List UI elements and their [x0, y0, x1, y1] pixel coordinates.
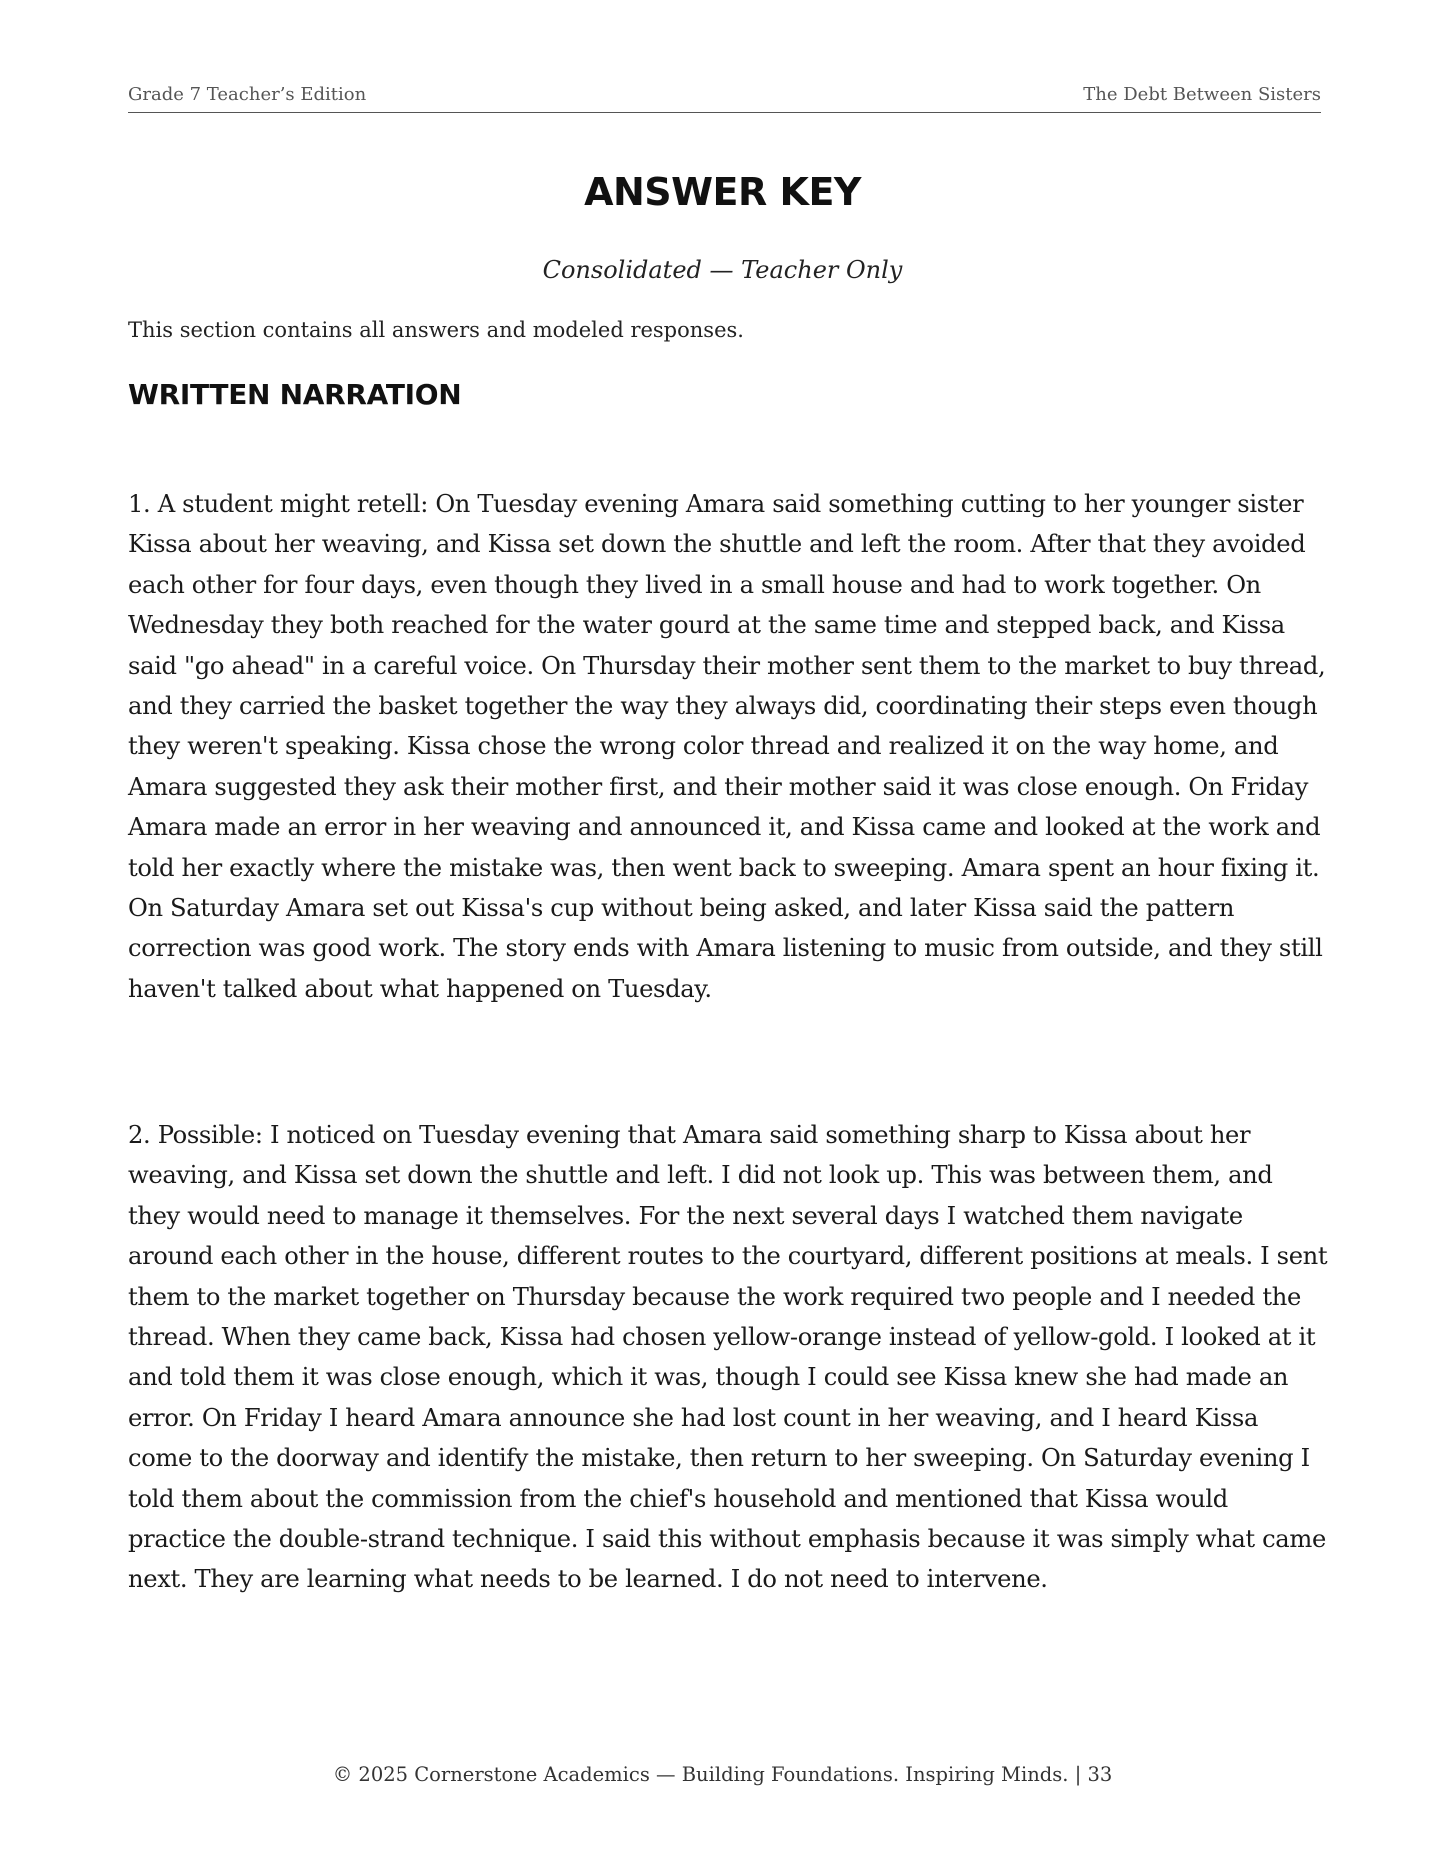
running-header [128, 84, 1321, 113]
answer-1: 1. A student might retell: On Tuesday evening Amara said something cutting to her younger sister Kissa about her weaving, and Kissa set down the shuttle and left the room. After that they avoided each other for four days, even though they lived in a small house and had to work together. On Wednesday they both reached for the water gourd at the same time and stepped back, and Kissa said "go ahead" in a careful voice. On Thursday their mother sent them to the market to buy thread, and they carried the basket together the way they always did, coordinating their steps even though they weren't speaking. Kissa chose the wrong color thread and realized it on the way home, and Amara suggested they ask their mother first, and their mother said it was close enough. On Friday Amara made an error in her weaving and announced it, and Kissa came and looked at the work and told her exactly where the mistake was, then went back to sweeping. Amara spent an hour fixing it. On Saturday Amara set out Kissa's cup without being asked, and later Kissa said the pattern correction was good work. The story ends with Amara listening to music from outside, and they still haven't talked about what happened on Tuesday. [128, 490, 1326, 1003]
header-story-title: The Debt Between Sisters [1083, 84, 1321, 105]
section-heading: WRITTEN NARRATION [128, 378, 462, 411]
intro-text: This section contains all answers and modeled responses. [128, 318, 744, 342]
answer-2: 2. Possible: I noticed on Tuesday evening that Amara said something sharp to Kissa about her weaving, and Kissa set down the shuttle and left. I did not look up. This was between them, and they would need to manage it themselves. For the next several days I watched them navigate around each other in the house, different routes to the courtyard, different positions at meals. I sent them to the market together on Thursday because the work required two people and I needed the thread. When they came back, Kissa had chosen yellow-orange instead of yellow-gold. I looked at it and told them it was close enough, which it was, though I could see Kissa knew she had made an error. On Friday I heard Amara announce she had lost count in her weaving, and I heard Kissa come to the doorway and identify the mistake, then return to her sweeping. On Saturday evening I told them about the commission from the chief's household and mentioned that Kissa would practice the double-strand technique. I said this without emphasis because it was simply what came next. They are learning what needs to be learned. I do not need to intervene. [128, 1121, 1328, 1594]
page-footer: © 2025 Cornerstone Academics — Building Foundations. Inspiring Minds. | 33 [332, 1763, 1113, 1786]
header-course-label: Grade 7 Teacher’s Edition [128, 84, 367, 105]
page-subtitle: Consolidated — Teacher Only [542, 256, 903, 284]
page-title: ANSWER KEY [584, 170, 861, 214]
